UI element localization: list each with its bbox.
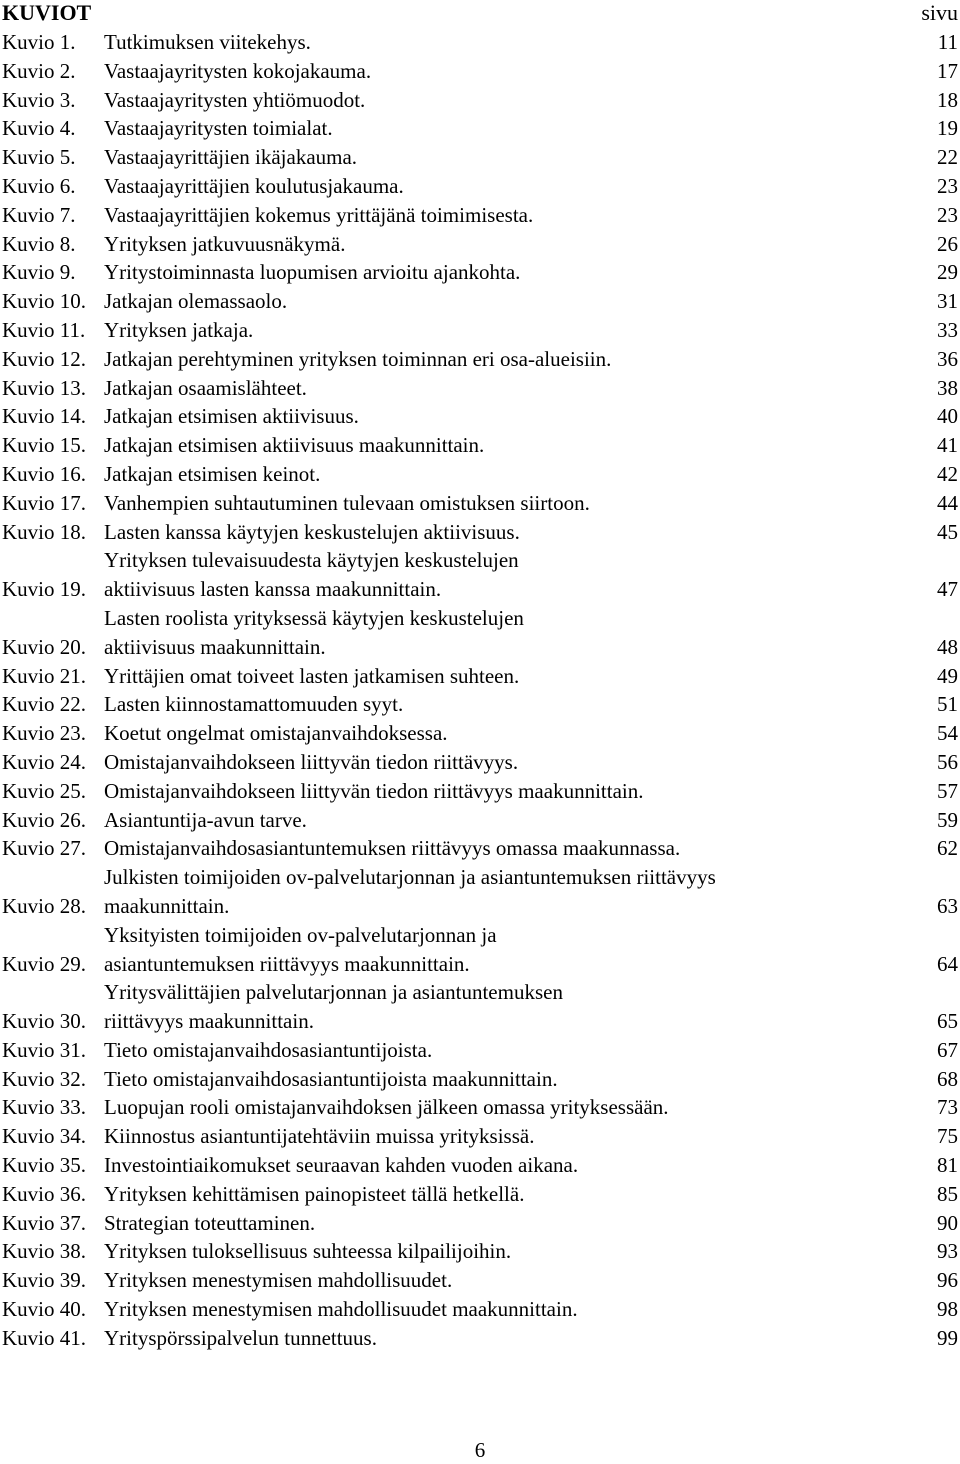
figure-title-text: Yksityisten toimijoiden ov-palvelutarjonnan ja xyxy=(104,922,497,947)
figure-title-text: Julkisten toimijoiden ov-palvelutarjonnan ja asiantuntemuksen riittävyys xyxy=(104,865,716,890)
figure-page-number: 29 xyxy=(937,260,958,285)
list-header xyxy=(2,0,958,26)
figure-label: Kuvio 15. xyxy=(2,433,86,458)
figure-list-item xyxy=(0,258,960,287)
figure-label: Kuvio 13. xyxy=(2,375,86,400)
figure-list-item xyxy=(0,1122,960,1151)
figure-page-number: 38 xyxy=(937,375,958,400)
figure-label: Kuvio 29. xyxy=(2,951,86,976)
page-column-label: sivu xyxy=(921,0,958,25)
figure-page-number: 22 xyxy=(937,145,958,170)
figure-page-number: 98 xyxy=(937,1297,958,1322)
figure-title-text: Tieto omistajanvaihdosasiantuntijoista maakunnittain. xyxy=(104,1066,558,1091)
figure-title-continuation: asiantuntemuksen riittävyys maakunnittain. xyxy=(104,951,470,976)
figure-list-item xyxy=(0,201,960,230)
figure-page-number: 65 xyxy=(937,1009,958,1034)
figure-label: Kuvio 21. xyxy=(2,663,86,688)
figure-label: Kuvio 25. xyxy=(2,778,86,803)
figure-list-item xyxy=(0,230,960,259)
figure-title xyxy=(104,1065,898,1094)
figure-title xyxy=(104,1324,898,1353)
figure-list-item xyxy=(0,287,960,316)
figure-title-text: Yrityksen menestymisen mahdollisuudet. xyxy=(104,1268,453,1293)
figure-label: Kuvio 30. xyxy=(2,1009,86,1034)
figure-page-number: 63 xyxy=(937,893,958,918)
figure-title-text: Tutkimuksen viitekehys. xyxy=(104,30,311,54)
figure-list-item xyxy=(0,172,960,201)
figure-list xyxy=(0,28,960,1353)
figure-title-text: Yrityksen menestymisen mahdollisuudet maakunnittain. xyxy=(104,1297,578,1322)
figure-label: Kuvio 9. xyxy=(2,260,76,285)
figure-list-item xyxy=(0,1151,960,1180)
figure-title-text: Lasten kanssa käytyjen keskustelujen aktiivisuus. xyxy=(104,519,520,544)
figure-title-text: Jatkajan etsimisen aktiivisuus. xyxy=(104,404,359,429)
figure-list-item xyxy=(0,431,960,460)
figure-label: Kuvio 6. xyxy=(2,173,76,198)
figure-title xyxy=(104,863,898,921)
figure-label: Kuvio 14. xyxy=(2,404,86,429)
figure-title xyxy=(104,374,898,403)
figure-list-item xyxy=(0,604,960,662)
figure-title xyxy=(104,258,898,287)
figure-title xyxy=(104,316,898,345)
figure-list-item xyxy=(0,460,960,489)
figure-title-continuation: aktiivisuus maakunnittain. xyxy=(104,634,326,659)
figure-page-number: 44 xyxy=(937,490,958,515)
figure-title xyxy=(104,57,898,86)
figure-page-number: 90 xyxy=(937,1210,958,1235)
figure-list-item xyxy=(0,690,960,719)
figure-title-text: Jatkajan etsimisen keinot. xyxy=(104,461,321,486)
figure-title-text: Jatkajan etsimisen aktiivisuus maakunnittain. xyxy=(104,433,485,458)
figure-list-item xyxy=(0,546,960,604)
figure-label: Kuvio 31. xyxy=(2,1037,86,1062)
figure-list-item xyxy=(0,1093,960,1122)
figure-label: Kuvio 11. xyxy=(2,317,86,342)
figure-label: Kuvio 19. xyxy=(2,577,86,602)
figure-page-number: 57 xyxy=(937,778,958,803)
figure-page-number: 59 xyxy=(937,807,958,832)
figure-page-number: 81 xyxy=(937,1153,958,1178)
figure-list-item xyxy=(0,1180,960,1209)
figure-list-item xyxy=(0,1237,960,1266)
figure-page-number: 17 xyxy=(937,58,958,83)
page-number: 6 xyxy=(474,1438,486,1462)
figure-title xyxy=(104,489,898,518)
figure-label: Kuvio 3. xyxy=(2,87,76,112)
figure-page-number: 18 xyxy=(937,87,958,112)
figure-title xyxy=(104,1209,898,1238)
figure-title xyxy=(104,690,898,719)
figure-label: Kuvio 27. xyxy=(2,836,86,861)
figure-title-text: Jatkajan perehtyminen yrityksen toiminnan eri osa-alueisiin. xyxy=(104,346,612,371)
figure-list-item xyxy=(0,1065,960,1094)
figure-title-continuation: riittävyys maakunnittain. xyxy=(104,1009,314,1034)
figure-title-text: Luopujan rooli omistajanvaihdoksen jälkeen omassa yrityksessään. xyxy=(104,1095,669,1120)
figure-list-item xyxy=(0,662,960,691)
figure-page-number: 33 xyxy=(937,317,958,342)
figure-label: Kuvio 7. xyxy=(2,202,76,227)
figure-label: Kuvio 32. xyxy=(2,1066,86,1091)
figure-title-continuation: aktiivisuus lasten kanssa maakunnittain. xyxy=(104,577,442,602)
figure-title xyxy=(104,201,898,230)
figure-list-item xyxy=(0,402,960,431)
figure-title-text: Jatkajan osaamislähteet. xyxy=(104,375,307,400)
figure-title-text: Vastaajayritysten kokojakauma. xyxy=(104,58,372,83)
figure-title-text: Vastaajayrittäjien kokemus yrittäjänä toimimisesta. xyxy=(104,202,534,227)
figure-page-number: 85 xyxy=(937,1181,958,1206)
figure-list-item xyxy=(0,1209,960,1238)
figure-title-text: Yrittäjien omat toiveet lasten jatkamisen suhteen. xyxy=(104,663,520,688)
figure-title-text: Vanhempien suhtautuminen tulevaan omistuksen siirtoon. xyxy=(104,490,590,515)
figure-label: Kuvio 36. xyxy=(2,1181,86,1206)
figure-title xyxy=(104,172,898,201)
figure-title-text: Yrityspörssipalvelun tunnettuus. xyxy=(104,1325,377,1350)
figure-list-item xyxy=(0,345,960,374)
figure-title-text: Vastaajayrittäjien ikäjakauma. xyxy=(104,145,358,170)
figure-title-text: Tieto omistajanvaihdosasiantuntijoista. xyxy=(104,1037,433,1062)
figure-page-number: 23 xyxy=(937,202,958,227)
figure-list-item xyxy=(0,863,960,921)
figure-page-number: 64 xyxy=(937,951,958,976)
figure-title xyxy=(104,1151,898,1180)
figure-title xyxy=(104,402,898,431)
figure-list-item xyxy=(0,57,960,86)
figure-label: Kuvio 17. xyxy=(2,490,86,515)
figure-label: Kuvio 24. xyxy=(2,749,86,774)
figure-list-item xyxy=(0,834,960,863)
figure-page-number: 51 xyxy=(937,692,958,717)
figure-label: Kuvio 34. xyxy=(2,1124,86,1149)
figure-title xyxy=(104,662,898,691)
figure-page-number: 42 xyxy=(937,461,958,486)
figure-title-text: Omistajanvaihdokseen liittyvän tiedon riittävyys maakunnittain. xyxy=(104,778,644,803)
figure-label: Kuvio 18. xyxy=(2,519,86,544)
figure-title-text: Kiinnostus asiantuntijatehtäviin muissa yrityksissä. xyxy=(104,1124,535,1149)
figure-label: Kuvio 35. xyxy=(2,1153,86,1178)
figure-label: Kuvio 40. xyxy=(2,1297,86,1322)
figure-title xyxy=(104,1093,898,1122)
list-title: KUVIOT xyxy=(2,0,92,25)
figure-list-item xyxy=(0,978,960,1036)
figure-page-number: 96 xyxy=(937,1268,958,1293)
figure-title xyxy=(104,546,898,604)
figure-title xyxy=(104,1237,898,1266)
figure-title-text: Yrityksen jatkaja. xyxy=(104,317,254,342)
figure-list-item xyxy=(0,86,960,115)
figure-title xyxy=(104,1122,898,1151)
figure-label: Kuvio 37. xyxy=(2,1210,86,1235)
figure-label: Kuvio 4. xyxy=(2,116,76,141)
figure-title-text: Lasten kiinnostamattomuuden syyt. xyxy=(104,692,404,717)
figure-title xyxy=(104,921,898,979)
figure-title-text: Jatkajan olemassaolo. xyxy=(104,289,288,314)
figure-page-number: 48 xyxy=(937,634,958,659)
figure-title xyxy=(104,1266,898,1295)
figure-list-item xyxy=(0,316,960,345)
figure-list-item xyxy=(0,806,960,835)
figure-list-item xyxy=(0,28,960,57)
figure-page-number: 75 xyxy=(937,1124,958,1149)
figure-title-text: Vastaajayrittäjien koulutusjakauma. xyxy=(104,173,404,198)
figure-title xyxy=(104,1036,898,1065)
figure-title xyxy=(104,1180,898,1209)
figure-label: Kuvio 10. xyxy=(2,289,86,314)
figure-title xyxy=(104,143,898,172)
figure-page-number: 56 xyxy=(937,749,958,774)
figure-title xyxy=(104,1295,898,1324)
figure-label: Kuvio 5. xyxy=(2,145,76,170)
figure-title xyxy=(104,518,898,547)
figure-page-number: 19 xyxy=(937,116,958,141)
figure-page-number: 93 xyxy=(937,1239,958,1264)
figure-title-text: Koetut ongelmat omistajanvaihdoksessa. xyxy=(104,721,448,746)
figure-label: Kuvio 41. xyxy=(2,1325,86,1350)
figure-title xyxy=(104,719,898,748)
figure-title-text: Yritysvälittäjien palvelutarjonnan ja asiantuntemuksen xyxy=(104,980,563,1005)
figure-label: Kuvio 26. xyxy=(2,807,86,832)
figure-label: Kuvio 33. xyxy=(2,1095,86,1120)
figure-title-text: Vastaajayritysten toimialat. xyxy=(104,116,333,141)
figure-title-text: Yrityksen kehittämisen painopisteet tällä hetkellä. xyxy=(104,1181,525,1206)
figure-page-number: 23 xyxy=(937,173,958,198)
figure-page-number: 54 xyxy=(937,721,958,746)
figure-list-item xyxy=(0,518,960,547)
figure-page-number: 36 xyxy=(937,346,958,371)
figure-page-number: 47 xyxy=(937,577,958,602)
figure-list-item xyxy=(0,1295,960,1324)
figure-title-continuation: maakunnittain. xyxy=(104,893,230,918)
figure-list-item xyxy=(0,1266,960,1295)
figure-title-text: Lasten roolista yrityksessä käytyjen keskustelujen xyxy=(104,605,524,630)
figure-label: Kuvio 1. xyxy=(2,30,76,54)
figure-title xyxy=(104,460,898,489)
figure-label: Kuvio 12. xyxy=(2,346,86,371)
figure-list-item xyxy=(0,143,960,172)
figure-title xyxy=(104,834,898,863)
figure-title-text: Yrityksen tuloksellisuus suhteessa kilpailijoihin. xyxy=(104,1239,512,1264)
figure-title xyxy=(104,114,898,143)
figure-title xyxy=(104,86,898,115)
figure-page-number: 11 xyxy=(937,30,958,54)
figure-title xyxy=(104,604,898,662)
figure-page-number: 99 xyxy=(937,1325,958,1350)
figure-list-item xyxy=(0,1324,960,1353)
figure-list-item xyxy=(0,748,960,777)
figure-label: Kuvio 8. xyxy=(2,231,76,256)
figure-label: Kuvio 22. xyxy=(2,692,86,717)
figure-label: Kuvio 38. xyxy=(2,1239,86,1264)
figure-title-text: Yrityksen tulevaisuudesta käytyjen keskustelujen xyxy=(104,548,519,573)
figure-title xyxy=(104,230,898,259)
figure-list-item xyxy=(0,921,960,979)
figure-page-number: 45 xyxy=(937,519,958,544)
figure-page-number: 68 xyxy=(937,1066,958,1091)
figure-page-number: 31 xyxy=(937,289,958,314)
figure-title xyxy=(104,431,898,460)
figure-title-text: Asiantuntija-avun tarve. xyxy=(104,807,307,832)
figure-title-text: Yritystoiminnasta luopumisen arvioitu ajankohta. xyxy=(104,260,521,285)
figure-label: Kuvio 28. xyxy=(2,893,86,918)
figure-page-number: 49 xyxy=(937,663,958,688)
figure-list-item xyxy=(0,489,960,518)
figure-title-text: Yrityksen jatkuvuusnäkymä. xyxy=(104,231,346,256)
figure-list-item xyxy=(0,719,960,748)
figure-title xyxy=(104,748,898,777)
figure-page-number: 41 xyxy=(937,433,958,458)
figure-page-number: 26 xyxy=(937,231,958,256)
figure-title xyxy=(104,806,898,835)
figure-title-text: Strategian toteuttaminen. xyxy=(104,1210,316,1235)
figure-title xyxy=(104,287,898,316)
figure-title-text: Investointiaikomukset seuraavan kahden vuoden aikana. xyxy=(104,1153,579,1178)
figure-title xyxy=(104,345,898,374)
figure-page-number: 40 xyxy=(937,404,958,429)
figure-title xyxy=(104,28,898,57)
figure-label: Kuvio 20. xyxy=(2,634,86,659)
figure-title xyxy=(104,978,898,1036)
figure-page-number: 62 xyxy=(937,836,958,861)
figure-page-number: 73 xyxy=(937,1095,958,1120)
figure-title xyxy=(104,777,898,806)
figure-title-text: Vastaajayritysten yhtiömuodot. xyxy=(104,87,366,112)
figure-title-text: Omistajanvaihdokseen liittyvän tiedon riittävyys. xyxy=(104,749,519,774)
figure-page-number: 67 xyxy=(937,1037,958,1062)
figure-title-text: Omistajanvaihdosasiantuntemuksen riittävyys omassa maakunnassa. xyxy=(104,836,681,861)
figure-label: Kuvio 16. xyxy=(2,461,86,486)
figure-label: Kuvio 39. xyxy=(2,1268,86,1293)
figure-list-item xyxy=(0,374,960,403)
figure-list-item xyxy=(0,777,960,806)
figure-label: Kuvio 23. xyxy=(2,721,86,746)
figure-list-item xyxy=(0,1036,960,1065)
figure-label: Kuvio 2. xyxy=(2,58,76,83)
figure-list-item xyxy=(0,114,960,143)
